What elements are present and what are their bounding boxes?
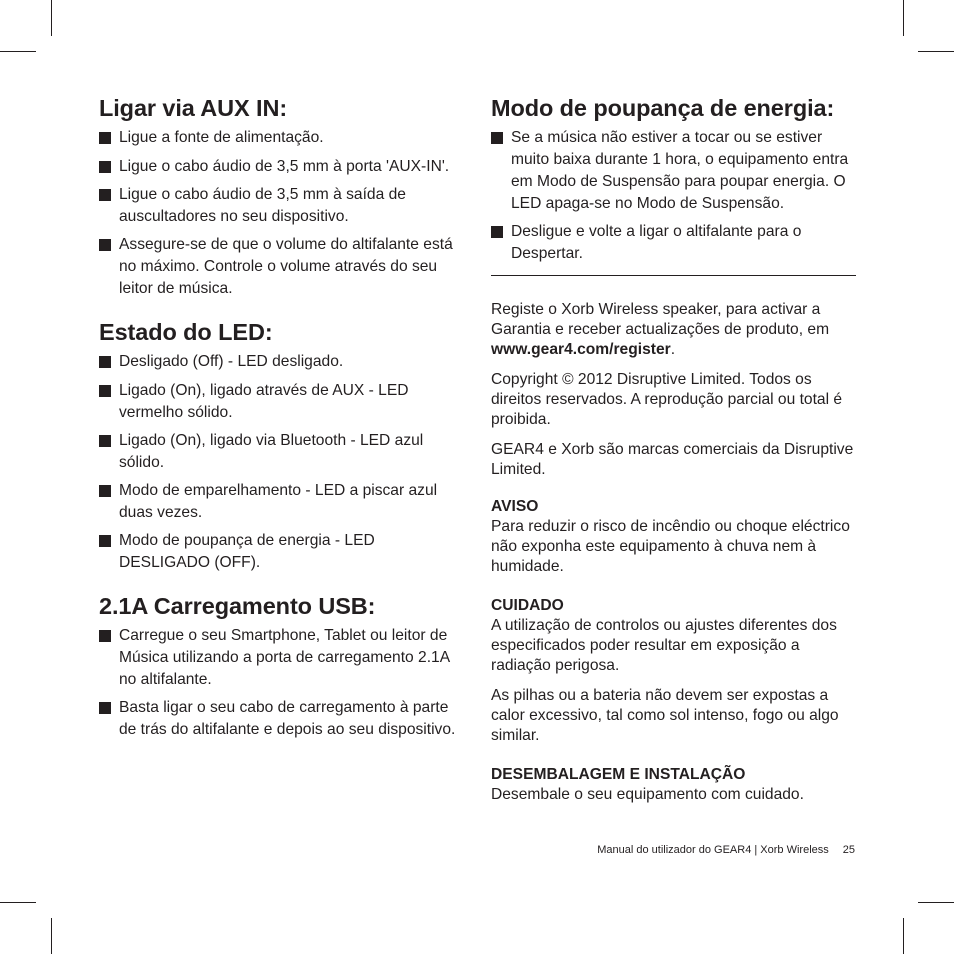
- crop-mark: [918, 902, 954, 903]
- page-footer: [520, 843, 855, 857]
- list-item: Assegure-se de que o volume do altifalante está no máximo. Controle o volume através do seu leitor de música.: [99, 234, 461, 300]
- trademark-text: GEAR4 e Xorb são marcas comerciais da Disruptive Limited.: [491, 441, 854, 478]
- list-item: Ligue o cabo áudio de 3,5 mm à porta 'AUX-IN'.: [99, 156, 461, 178]
- list-item: Ligue a fonte de alimentação.: [99, 127, 461, 149]
- usb-charging-section: [99, 592, 461, 741]
- led-status-section: [99, 318, 461, 574]
- list-item: Desligue e volte a ligar o altifalante para o Despertar.: [491, 221, 856, 265]
- crop-mark: [0, 51, 36, 52]
- left-column: [99, 94, 461, 741]
- registration-end: .: [670, 341, 676, 358]
- led-status-list: [99, 351, 461, 574]
- aux-in-heading: Ligar via AUX IN:: [99, 95, 288, 121]
- unpacking-block: [491, 765, 856, 805]
- aux-in-list: [99, 127, 461, 300]
- list-item: Se a música não estiver a tocar ou se estiver muito baixa durante 1 hora, o equipamento entra em Modo de Suspensão para poupar energia. O LED apaga-se no Modo de Suspensão.: [491, 127, 856, 215]
- page-number: 25: [842, 844, 855, 856]
- caution-text: A utilização de controlos ou ajustes diferentes dos especificados poder resultar em exposição a radiação perigosa.: [491, 617, 837, 674]
- crop-mark: [903, 0, 904, 36]
- caution-block: [491, 596, 856, 676]
- led-status-heading: Estado do LED:: [99, 319, 273, 345]
- warning-block: [491, 497, 856, 577]
- registration-body: Registe o Xorb Wireless speaker, para activar a Garantia e receber actualizações de produto, em: [491, 301, 830, 338]
- caution-label: CUIDADO: [491, 597, 564, 614]
- list-item: Desligado (Off) - LED desligado.: [99, 351, 461, 373]
- list-item: Ligado (On), ligado via Bluetooth - LED azul sólido.: [99, 430, 461, 474]
- list-item: Ligue o cabo áudio de 3,5 mm à saída de auscultadores no seu dispositivo.: [99, 184, 461, 228]
- list-item: Modo de emparelhamento - LED a piscar azul duas vezes.: [99, 480, 461, 524]
- registration-text: [491, 300, 856, 360]
- usb-charging-list: [99, 625, 461, 741]
- energy-saving-heading: Modo de poupança de energia:: [491, 95, 835, 121]
- crop-mark: [0, 902, 36, 903]
- list-item: Modo de poupança de energia - LED DESLIGADO (OFF).: [99, 530, 461, 574]
- crop-mark: [51, 0, 52, 36]
- section-divider: [491, 275, 856, 276]
- usb-charging-heading: 2.1A Carregamento USB:: [99, 593, 376, 619]
- energy-saving-list: [491, 127, 856, 265]
- footer-text: Manual do utilizador do GEAR4 | Xorb Wireless: [597, 844, 829, 856]
- crop-mark: [51, 918, 52, 954]
- aux-in-section: [99, 94, 461, 300]
- list-item: Ligado (On), ligado através de AUX - LED vermelho sólido.: [99, 380, 461, 424]
- registration-link[interactable]: www.gear4.com/register: [491, 341, 671, 358]
- list-item: Basta ligar o seu cabo de carregamento à parte de trás do altifalante e depois ao seu dispositivo.: [99, 697, 461, 741]
- crop-mark: [903, 918, 904, 954]
- right-column: [491, 94, 856, 805]
- unpacking-label: DESEMBALAGEM E INSTALAÇÃO: [491, 766, 746, 783]
- battery-warning-text: As pilhas ou a bateria não devem ser expostas a calor excessivo, tal como sol intenso, fogo ou algo similar.: [491, 687, 839, 744]
- copyright-text: Copyright © 2012 Disruptive Limited. Todos os direitos reservados. A reprodução parcial ou total é proibida.: [491, 371, 843, 428]
- warning-label: AVISO: [491, 498, 539, 515]
- warning-text: Para reduzir o risco de incêndio ou choque eléctrico não exponha este equipamento à chuva nem à humidade.: [491, 518, 850, 575]
- energy-saving-section: [491, 94, 856, 265]
- unpacking-text: Desembale o seu equipamento com cuidado.: [491, 786, 804, 803]
- list-item: Carregue o seu Smartphone, Tablet ou leitor de Música utilizando a porta de carregamento 2.1A no altifalante.: [99, 625, 461, 691]
- crop-mark: [918, 51, 954, 52]
